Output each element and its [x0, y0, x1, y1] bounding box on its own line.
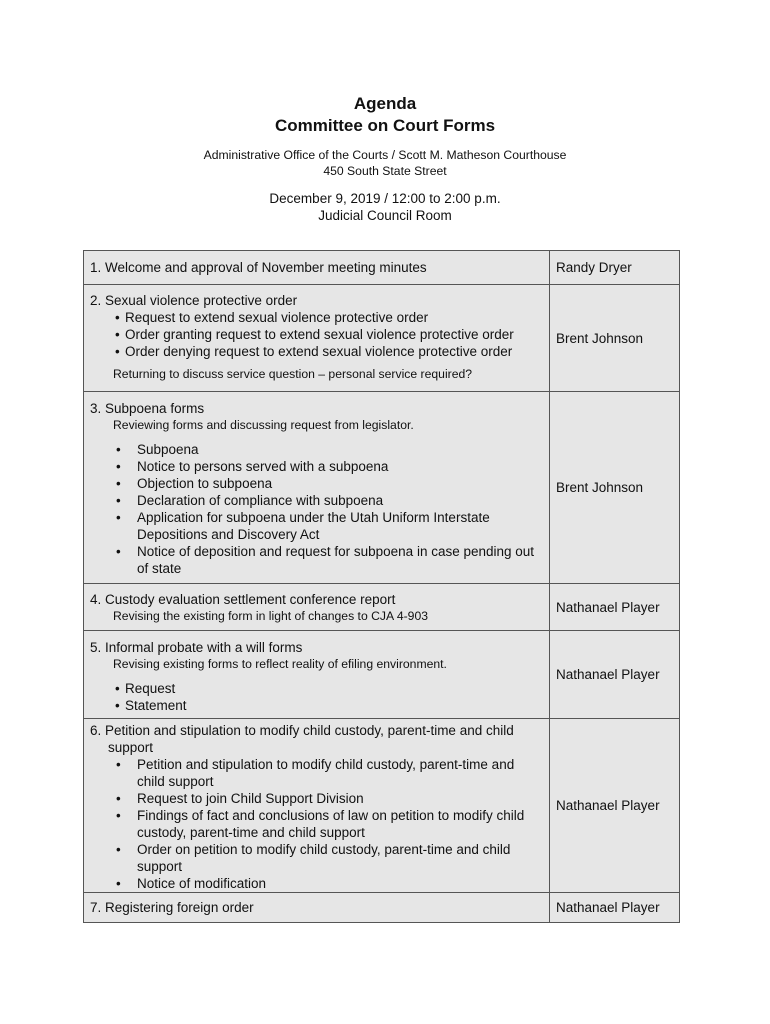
item-bullet-list — [90, 309, 543, 360]
list-item: • Petition and stipulation to modify child custody, parent-time and child support — [90, 756, 543, 790]
agenda-row — [84, 392, 680, 584]
list-item: • Request to join Child Support Division — [90, 790, 543, 807]
presenter: Brent Johnson — [550, 285, 680, 392]
item-note: Revising existing forms to reflect reality of efiling environment. — [113, 657, 447, 671]
item-title: 1. Welcome and approval of November meeting minutes — [90, 260, 427, 275]
presenter: Nathanael Player — [550, 584, 680, 631]
agenda-row — [84, 251, 680, 285]
item-title: 5. Informal probate with a will forms — [90, 640, 303, 655]
agenda-table — [83, 250, 680, 923]
agenda-row — [84, 631, 680, 719]
presenter: Nathanael Player — [550, 893, 680, 923]
list-item: • Order granting request to extend sexual violence protective order — [90, 326, 543, 343]
list-item: • Request — [90, 680, 543, 697]
agenda-item — [84, 584, 550, 631]
presenter: Brent Johnson — [550, 392, 680, 584]
meeting-room: Judicial Council Room — [318, 208, 452, 223]
agenda-row — [84, 285, 680, 392]
item-bullet-list — [90, 680, 543, 714]
list-item: • Objection to subpoena — [90, 475, 543, 492]
item-title: 2. Sexual violence protective order — [90, 293, 298, 308]
item-note: Returning to discuss service question – personal service required? — [113, 367, 473, 381]
office-address: Administrative Office of the Courts / Scott M. Matheson Courthouse — [203, 148, 567, 162]
street-address: 450 South State Street — [323, 164, 447, 178]
list-item: • Statement — [90, 697, 543, 714]
agenda-row — [84, 893, 680, 923]
list-item: • Order denying request to extend sexual violence protective order — [90, 343, 543, 360]
agenda-row — [84, 719, 680, 893]
item-bullet-list — [90, 441, 543, 577]
item-bullet-list — [90, 756, 543, 892]
agenda-item — [84, 719, 550, 893]
document-title: Agenda — [353, 94, 417, 113]
agenda-header — [0, 93, 770, 224]
agenda-item — [84, 893, 550, 923]
agenda-item — [84, 285, 550, 392]
list-item: • Declaration of compliance with subpoena — [90, 492, 543, 509]
item-title: 7. Registering foreign order — [90, 900, 254, 915]
list-item: • Subpoena — [90, 441, 543, 458]
meeting-datetime: December 9, 2019 / 12:00 to 2:00 p.m. — [269, 191, 501, 206]
presenter: Nathanael Player — [550, 631, 680, 719]
item-title: 3. Subpoena forms — [90, 401, 205, 416]
item-title: 4. Custody evaluation settlement conference report — [90, 592, 396, 607]
list-item: • Findings of fact and conclusions of law on petition to modify child custody, parent-time and child support — [90, 807, 543, 841]
presenter: Randy Dryer — [550, 251, 680, 285]
list-item: • Request to extend sexual violence protective order — [90, 309, 543, 326]
item-title: 6. Petition and stipulation to modify child custody, parent-time and child support — [90, 723, 514, 755]
agenda-item — [84, 392, 550, 584]
list-item: • Notice of modification — [90, 875, 543, 892]
list-item: • Notice of deposition and request for subpoena in case pending out of state — [90, 543, 543, 577]
presenter: Nathanael Player — [550, 719, 680, 893]
item-note: Reviewing forms and discussing request from legislator. — [113, 418, 414, 432]
list-item: • Notice to persons served with a subpoena — [90, 458, 543, 475]
committee-name: Committee on Court Forms — [274, 116, 496, 135]
list-item: • Application for subpoena under the Utah Uniform Interstate Depositions and Discovery Act — [90, 509, 543, 543]
agenda-row — [84, 584, 680, 631]
agenda-item — [84, 631, 550, 719]
list-item: • Order on petition to modify child custody, parent-time and child support — [90, 841, 543, 875]
item-note: Revising the existing form in light of changes to CJA 4-903 — [113, 609, 429, 623]
agenda-item — [84, 251, 550, 285]
